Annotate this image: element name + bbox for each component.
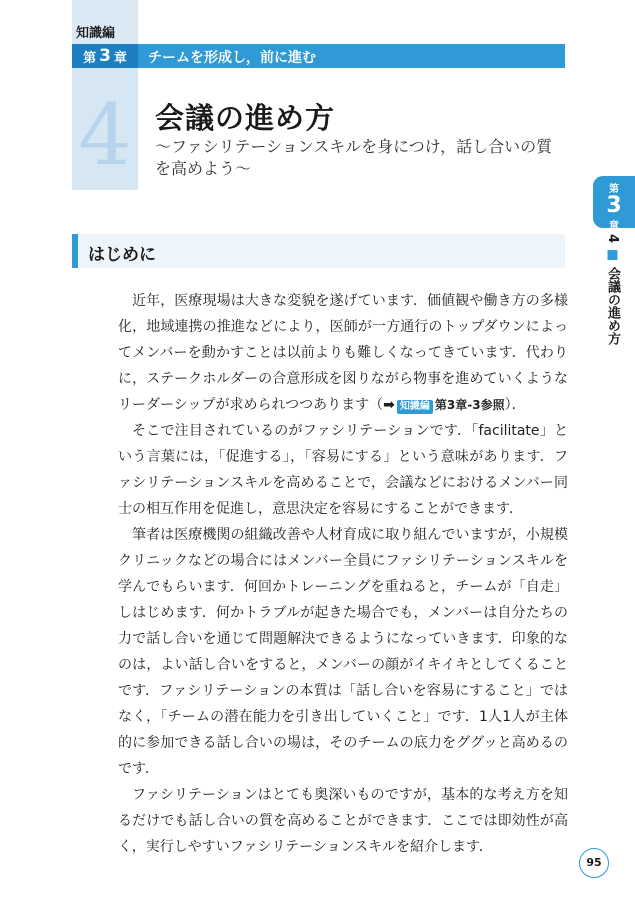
part-label: 知識編 <box>76 26 116 41</box>
section-subtitle: 〜ファシリテーションスキルを身につけ，話し合いの質を高めよう〜 <box>155 137 553 178</box>
intro-heading-bar <box>72 234 565 268</box>
ref-text: 第3章-3参照 <box>434 398 505 412</box>
paragraph: 筆者は医療機関の組織改善や人材育成に取り組んでいますが，小規模クリニックなどの場合にはメンバー全員にファシリテーションスキルを学んでもらいます．何回かトレーニングを重ねると，チームが「自走」しはじめます．何かトラブルが起きた場合でも，メンバーは自分たちの力で話し合いを通じて問題解決できるようになっていきます．印象的なのは，よい話し合いをすると，メンバーの顔がイキイキとしてくることです．ファシリテーションの本質は「話し合いを容易にすること」ではなく，「チームの潜在能力を引き出していくこと」です．1人1人が主体的に参加できる話し合いの場は，そのチームの底力をググッと高めるのです． <box>118 527 568 777</box>
chapter-title: チームを形成し，前に進む <box>148 50 316 66</box>
chapter-side-tab <box>593 176 635 232</box>
side-tab-suffix: 章 <box>609 221 619 232</box>
square-bullet-icon: ■ <box>605 247 620 263</box>
page-number: 95 <box>579 848 609 878</box>
section-number: 4 <box>78 86 132 184</box>
part-label-tab <box>72 0 138 44</box>
intro-heading: はじめに <box>88 245 156 265</box>
body-text <box>118 288 568 860</box>
side-tab-number: 3 <box>606 193 622 218</box>
ref-open: （ <box>369 397 384 413</box>
side-section-number: 4 <box>605 234 620 244</box>
heading-accent-bar <box>72 234 78 268</box>
arrow-right-icon: ➡ <box>383 397 395 413</box>
chapter-number-box <box>72 44 138 68</box>
chapter-bar <box>72 44 565 68</box>
ref-badge: 知識編 <box>397 400 433 414</box>
chapter-number: 3 <box>99 46 111 66</box>
chapter-prefix: 第 <box>83 50 97 66</box>
ref-close: ）． <box>504 397 526 413</box>
chapter-suffix: 章 <box>113 50 127 66</box>
section-title: 会議の進め方 <box>155 101 336 135</box>
side-section-title: 会議の進め方 <box>605 267 620 346</box>
paragraph: そこで注目されているのがファシリテーションです．「facilitate」という言葉には，「促進する」，「容易にする」という意味があります．ファシリテーションスキルを高めることで，会議などにおけるメンバー同士の相互作用を促進し，意思決定を容易にすることができます． <box>118 423 568 517</box>
paragraph: ファシリテーションはとても奥深いものですが，基本的な考え方を知るだけでも話し合いの質を高めることができます．ここでは即効性が高く，実行しやすいファシリテーションスキルを紹介します． <box>118 787 568 855</box>
side-section-label <box>600 234 622 345</box>
paragraph-text: 近年，医療現場は大きな変貌を遂げています．価値観や働き方の多様化，地域連携の推進などにより，医師が一方通行のトップダウンによってメンバーを動かすことは以前よりも難しくなってきています．代わりに，ステークホルダーの合意形成を図りながら物事を進めていくようなリーダーシップが求められつつあります <box>118 293 568 413</box>
side-tab-prefix: 第 <box>609 184 619 195</box>
paragraph <box>118 288 568 418</box>
